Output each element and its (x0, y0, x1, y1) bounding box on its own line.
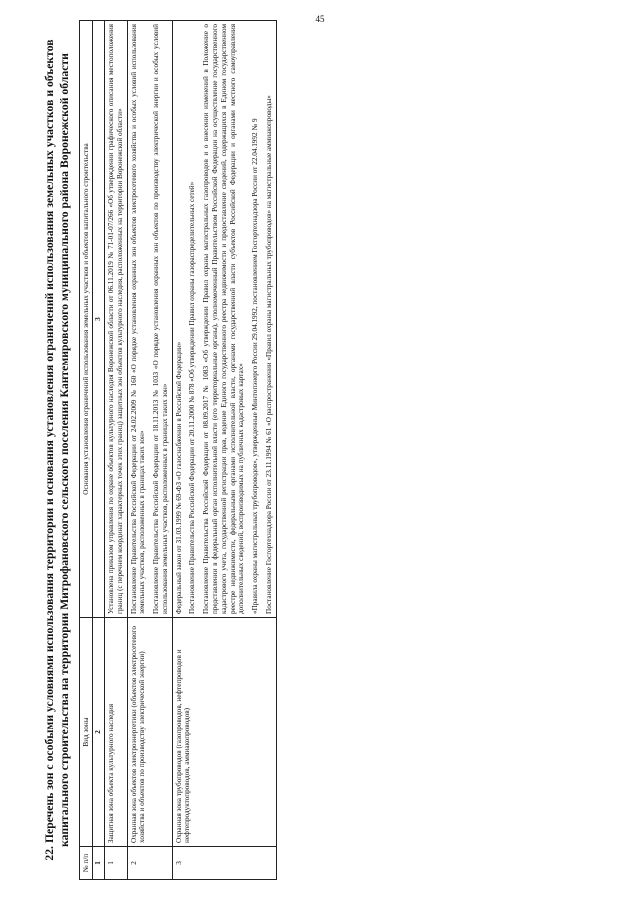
table-header-row (79, 21, 93, 880)
column-index: 2 (93, 618, 105, 847)
table-row (104, 21, 127, 880)
table-row (127, 21, 172, 880)
row-number: 2 (127, 847, 172, 880)
basis-paragraph: Постановление Правительства Российской Федерации от 24.02.2009 № 160 «О порядке установления охранных зон объектов электросетевого хозяйства и особых условий использования земельных участков, расположенных в границах таких зон» (129, 24, 147, 614)
table-row (172, 21, 276, 880)
column-index: 1 (93, 847, 105, 880)
basis-paragraph: Постановление Правительства Российской Федерации от 18.11.2013 № 1033 «О порядке установления охранных зон объектов по производству электрической энергии и особых условий использования земельных участков, расположенных в границах таких зон» (152, 24, 169, 614)
column-index-row (93, 21, 105, 880)
zone-type: Защитная зона объекта культурного наследия (104, 618, 127, 847)
basis-paragraph: «Правила охраны магистральных трубопроводов», утвержденные Минтопэнерго России 29.04.1992, постановлением Госгортехнадзора России от 22.04.1992 № 9 (251, 118, 260, 614)
zone-basis (127, 21, 172, 618)
zone-type: Охранная зона объектов электроэнергетики (объектов электросетевого хозяйства и объектов по производству электрической энергии) (127, 618, 172, 847)
basis-paragraph: Постановление Госгортехнадзора России от 23.11.1994 № 61 «О распространении «Правил охраны магистральных трубопроводов» на магистральные аммиакопроводы» (264, 95, 273, 614)
column-index: 3 (93, 21, 105, 618)
basis-paragraph: Постановление Правительства Российской Федерации от 08.09.2017 № 1083 «Об утверждении Правил охраны магистральных газопроводов и о внесении изменений в Положение о представлении в федеральный орган исполнительной власти (его территориальные органы), уполномоченный Правительством Российской Федерации на осуществление государственного кадастрового учета, государственной регистрации прав, ведение Единого государственного реестра недвижимости и предоставление сведений, содержащихся в Едином государственном реестре недвижимости, федеральными органами исполнительной власти, органами государственной власти субъектов Российской Федерации и органами местного самоуправления дополнительных сведений, воспроизводимых на публичных кадастровых картах» (202, 24, 246, 614)
row-number: 3 (172, 847, 276, 880)
header-zone-type: Вид зоны (79, 618, 93, 847)
zone-type: Охранная зона трубопроводов (газопроводов, нефтепроводов и нефтепродуктопроводов, аммиакопроводов) (172, 618, 276, 847)
zone-basis (172, 21, 276, 618)
document-title: 22. Перечень зон с особыми условиями использования территории и основания установления ограничений использования земельных участков и объектов капитального строительства на территории Митрофановского сельского поселения Кантемировского муниципального района Воронежской области (43, 39, 71, 861)
zone-basis (104, 21, 127, 618)
basis-paragraph: Федеральный закон от 31.03.1999 № 69-ФЗ «О газоснабжении в Российской Федерации» (174, 341, 183, 614)
basis-paragraph: Установлена приказом управления по охране объектов культурного наследия Воронежской области от 06.11.2019 № 71-01-07/266 «Об утверждении графического описания местоположения границ (с перечнем координат характерных точек этих границ) защитных зон объектов культурного наследия, расположенных на территории Воронежской области» (106, 24, 124, 614)
header-number: № п/п (79, 847, 93, 880)
row-number: 1 (104, 847, 127, 880)
page-number: 45 (315, 14, 325, 24)
basis-paragraph: Постановление Правительства Российской Федерации от 20.11.2000 № 878 «Об утверждении Правил охраны газораспределительных сетей» (188, 181, 197, 614)
header-basis: Основания установления ограничений использования земельных участков и объектов капитального строительства (79, 21, 93, 618)
zones-table (79, 20, 277, 880)
rotated-page-content (43, 20, 633, 880)
